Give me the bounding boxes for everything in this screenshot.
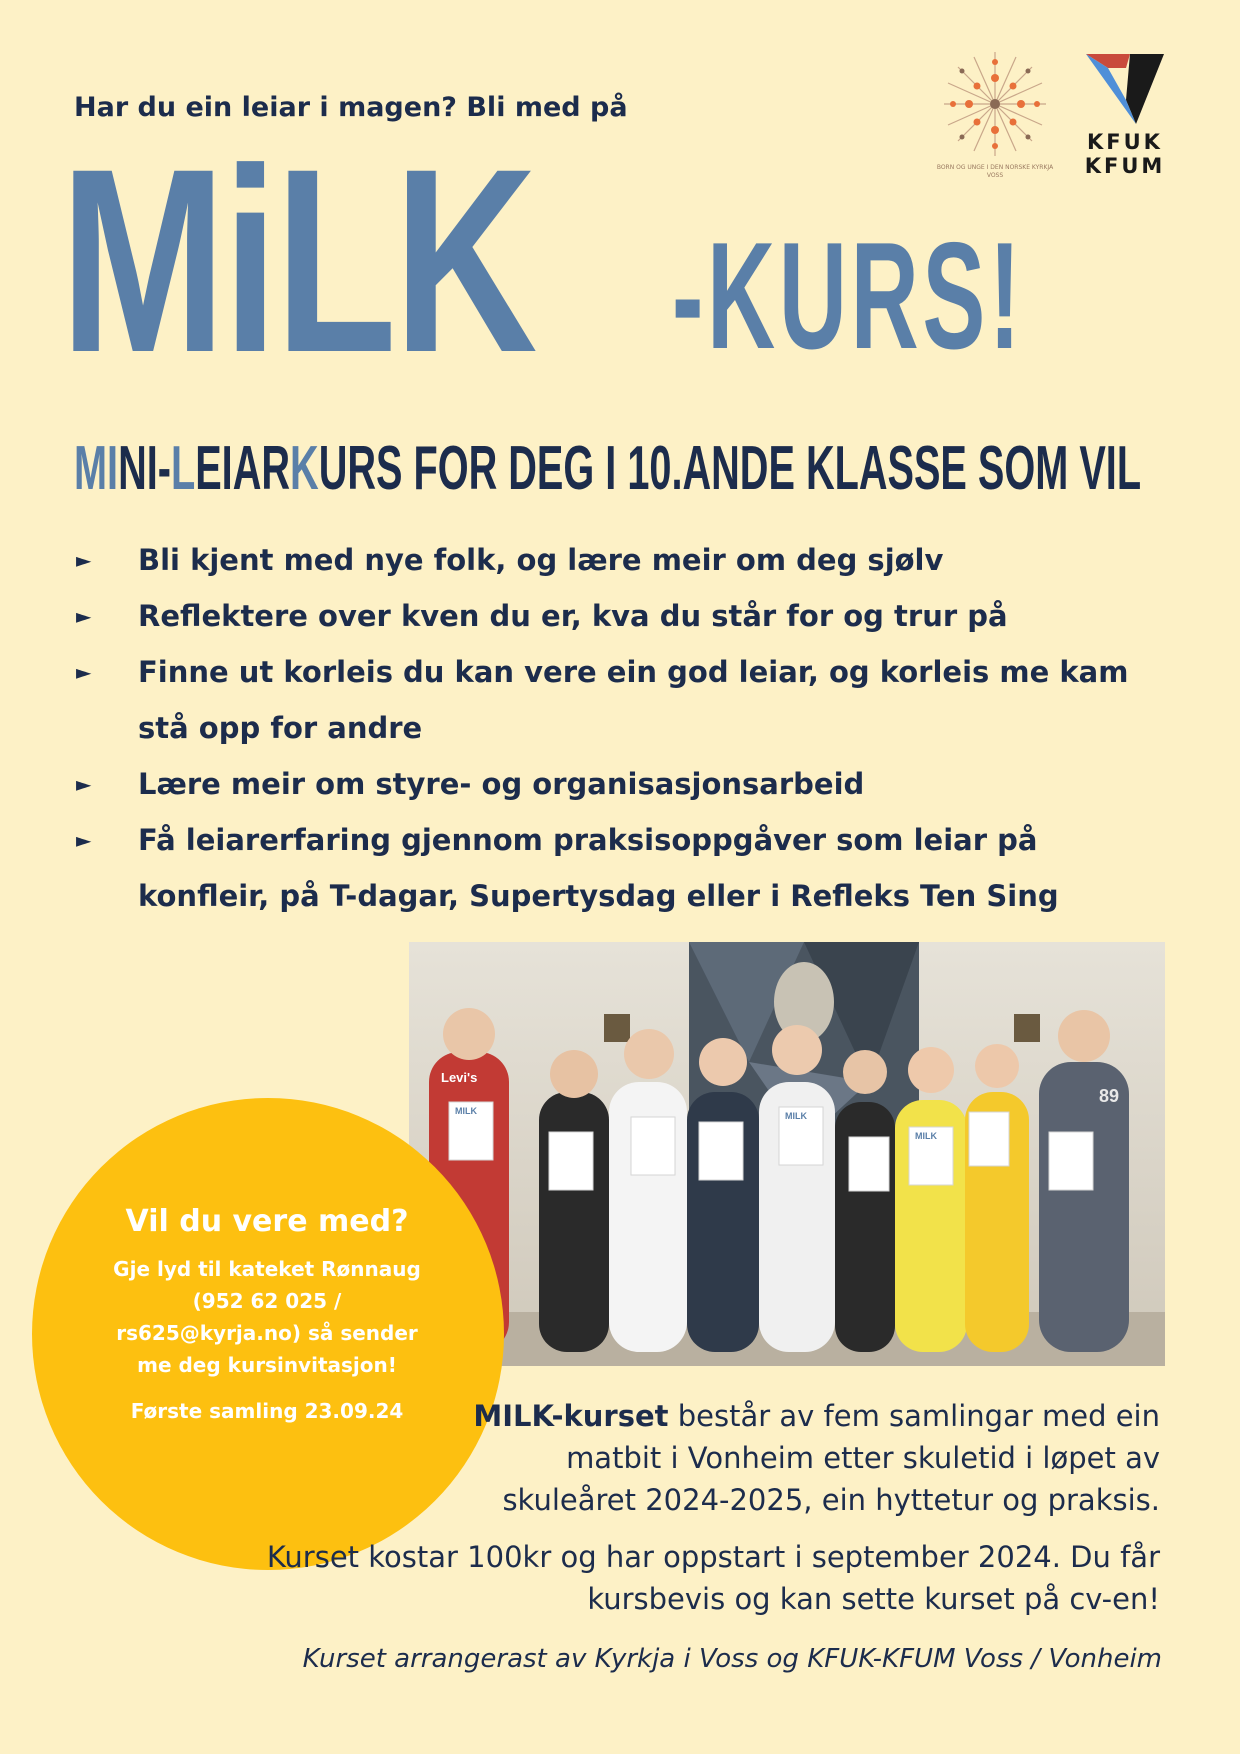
starburst-logo-icon — [930, 48, 1060, 160]
bullet-list — [76, 532, 1156, 924]
title-milk: MiLK — [60, 114, 535, 407]
certificate-label: MILK — [455, 1106, 477, 1116]
list-item: ► Finne ut korleis du kan vere ein god leiar, og korleis me kam stå opp for andre — [76, 644, 1156, 756]
first-session-date: Første samling 23.09.24 — [130, 1399, 404, 1423]
contact-title: Vil du vere med? — [125, 1204, 409, 1239]
church-logo — [930, 48, 1060, 188]
subtitle-part: URS FOR DEG I 10.ANDE KLASSE SOM VIL — [318, 434, 1142, 503]
list-item: ► Få leiarerfaring gjennom praksisoppgåver som leiar på konfleir, på T-dagar, Supertysdag eller i Refleks Ten Sing — [76, 812, 1156, 924]
triangle-logo-icon — [1086, 52, 1164, 124]
contact-circle — [32, 1098, 504, 1570]
course-details: består av fem samlingar med ein matbit i Vonheim etter skuletid i løpet av skuleåret 2024-2025, ein hyttetur og praksis. — [502, 1399, 1160, 1517]
list-item: ► Lære meir om styre- og organisasjonsarbeid — [76, 756, 1156, 812]
subtitle-part: L — [170, 434, 196, 503]
list-item: ► Bli kjent med nye folk, og lære meir om deg sjølv — [76, 532, 1156, 588]
contact-body: Gje lyd til kateket Rønnaug (952 62 025 / rs625@kyrja.no) så sender me deg kursinvitasjon! — [113, 1257, 421, 1377]
subtitle-part: NI- — [118, 434, 171, 503]
church-logo-text: BORN OG UNGE I DEN NORSKE KYRKJA VOSS — [936, 164, 1054, 179]
shirt-label: Levi's — [441, 1070, 478, 1085]
kfum-text: KFUM — [1084, 154, 1166, 178]
list-item: ► Reflektere over kven du er, kva du står for og trur på — [76, 588, 1156, 644]
arrow-right-icon: ► — [76, 828, 92, 852]
intro-text: Har du ein leiar i magen? Bli med på — [74, 92, 628, 123]
kfuk-kfum-logo — [1082, 52, 1168, 182]
certificate-label: MILK — [785, 1111, 807, 1121]
arrow-right-icon: ► — [76, 548, 92, 572]
group-photo — [409, 942, 1165, 1366]
course-description — [440, 1395, 1160, 1521]
organizer-footer: Kurset arrangerast av Kyrkja i Voss og KFUK-KFUM Voss / Vonheim — [302, 1644, 1162, 1674]
contact-circle-content — [112, 1148, 422, 1423]
shirt-number: 89 — [1099, 1086, 1120, 1106]
subtitle — [74, 434, 1142, 503]
course-name: MILK-kurset — [473, 1399, 669, 1433]
arrow-right-icon: ► — [76, 772, 92, 796]
group-photo-image — [409, 942, 1165, 1366]
subtitle-part: K — [290, 434, 319, 503]
arrow-right-icon: ► — [76, 604, 92, 628]
kfuk-text: KFUK — [1087, 130, 1163, 154]
course-price-info: Kurset kostar 100kr og har oppstart i september 2024. Du får kursbevis og kan sette kurset på cv-en! — [266, 1540, 1160, 1616]
certificate-label: MILK — [915, 1131, 937, 1141]
subtitle-part: MI — [74, 434, 119, 503]
arrow-right-icon: ► — [76, 660, 92, 684]
title-kurs: -KURS! — [672, 211, 1025, 381]
subtitle-part: EIAR — [195, 434, 291, 503]
